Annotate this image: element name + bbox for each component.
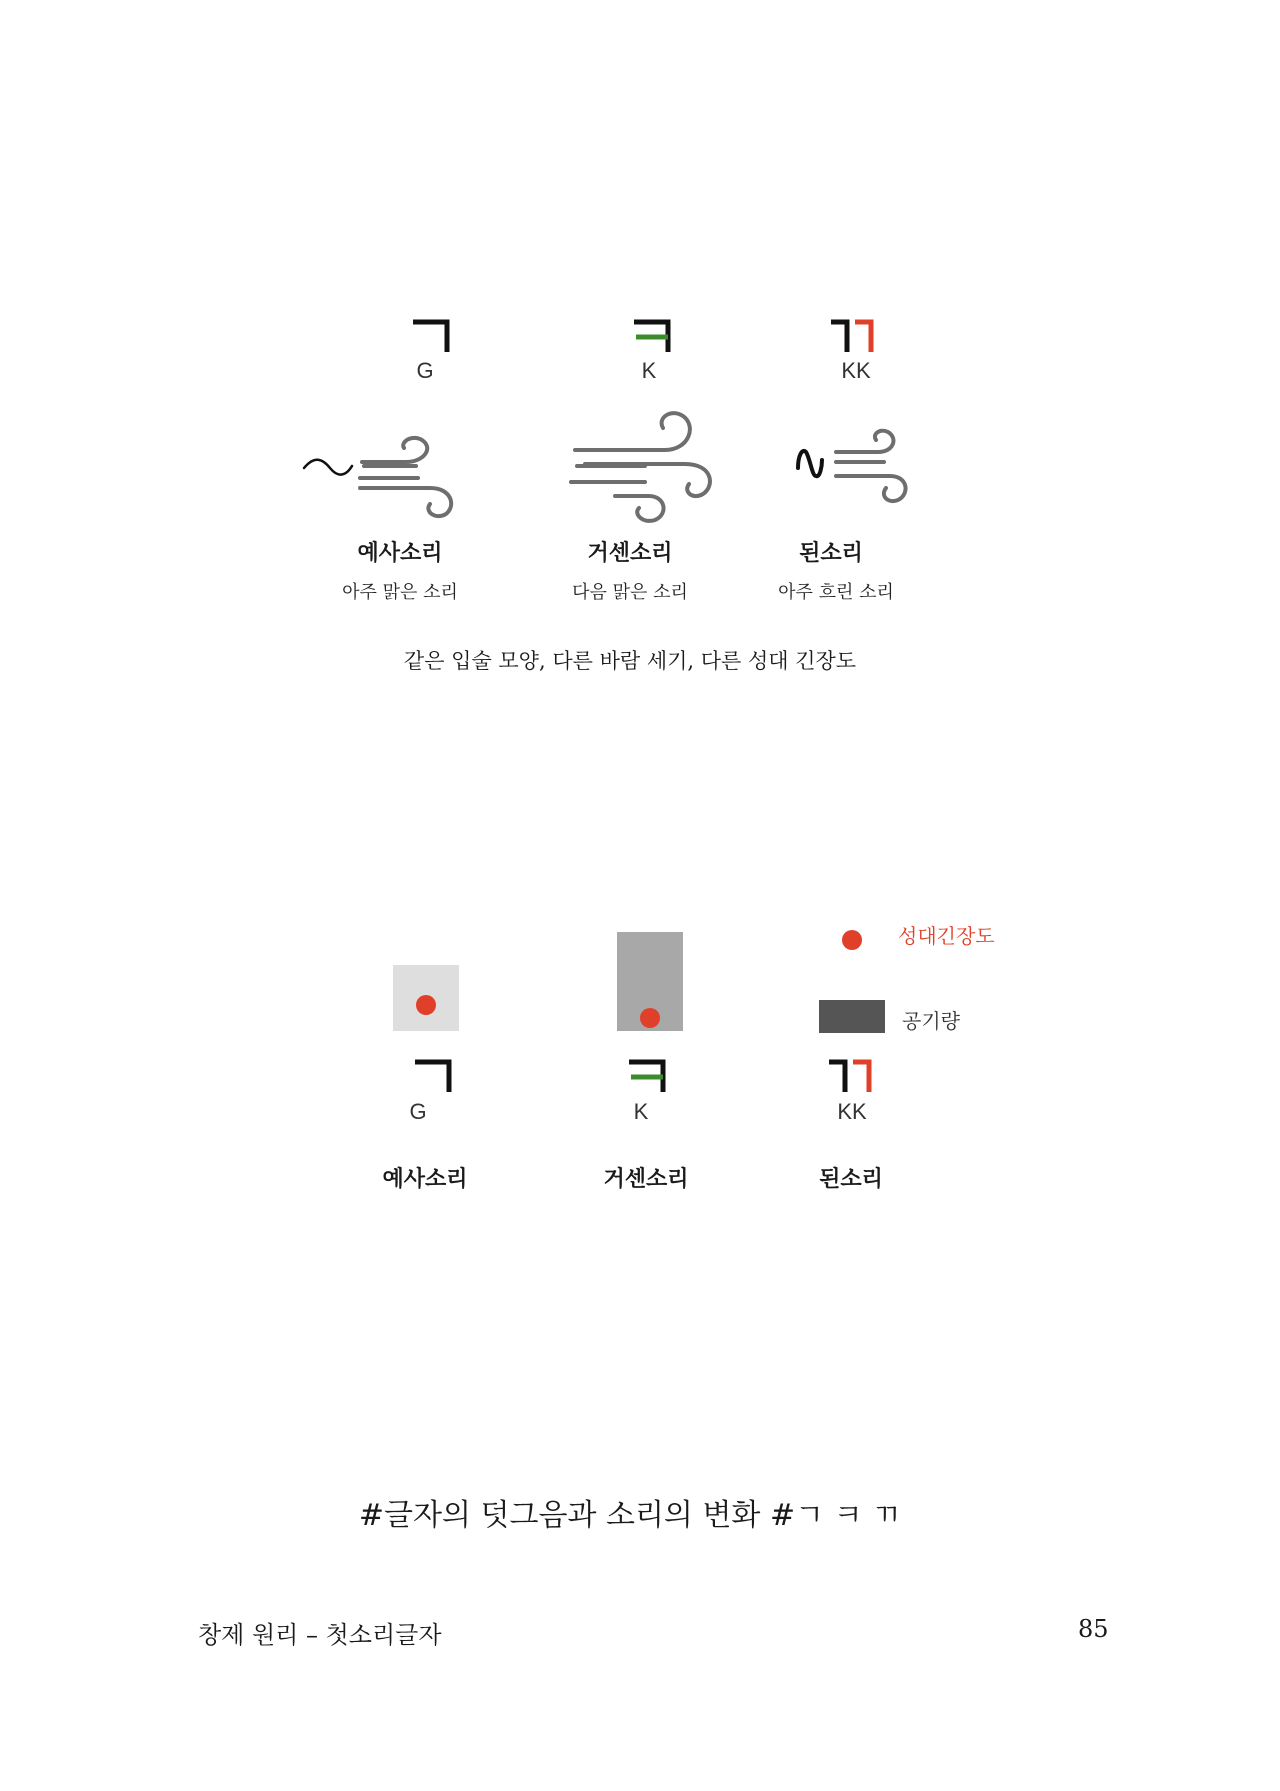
sound-desc-aspirated: 다음 맑은 소리 [572,582,688,603]
letter-k-glyph-bottom [627,1058,669,1094]
wind-strong-icon [565,410,725,529]
sound-desc-plain: 아주 맑은 소리 [342,582,458,603]
letter-kk-glyph [829,318,875,354]
air-legend-label: 공기량 [902,1009,960,1033]
air-box-plain [393,965,459,1031]
top-caption: 같은 입술 모양, 다른 바람 세기, 다른 성대 긴장도 [403,649,857,673]
roman-g-bottom: G [409,1099,427,1124]
letter-g-glyph-bottom [413,1058,455,1094]
footer-section-title: 창제 원리 – 첫소리글자 [198,1621,442,1649]
wind-tense-icon [792,426,912,510]
roman-k-bottom: K [633,1099,649,1124]
letter-k-glyph [632,318,674,354]
sound-name-plain: 예사소리 [357,541,443,566]
letter-kk-glyph-bottom [827,1058,873,1094]
tension-legend-dot [842,930,862,950]
air-legend-swatch [819,1000,885,1033]
sound-desc-tense: 아주 흐린 소리 [778,582,894,603]
tension-dot-aspirated [640,1008,660,1028]
air-box-aspirated [617,932,683,1031]
sound-name-aspirated-bottom: 거센소리 [603,1167,689,1192]
tension-legend-label: 성대긴장도 [898,924,995,948]
section-heading: #글자의 덧그음과 소리의 변화 #ㄱ ㅋ ㄲ [358,1498,902,1533]
letter-g-glyph [411,318,453,354]
sound-name-plain-bottom: 예사소리 [382,1167,468,1192]
roman-g: G [416,358,434,383]
page-number: 85 [1078,1615,1109,1643]
roman-k: K [641,358,657,383]
roman-kk-bottom: KK [837,1099,867,1124]
wind-weak-icon [300,428,470,527]
roman-kk: KK [841,358,871,383]
tension-dot-plain [416,995,436,1015]
sound-name-aspirated: 거센소리 [587,541,673,566]
sound-name-tense: 된소리 [799,541,863,566]
sound-name-tense-bottom: 된소리 [819,1167,883,1192]
